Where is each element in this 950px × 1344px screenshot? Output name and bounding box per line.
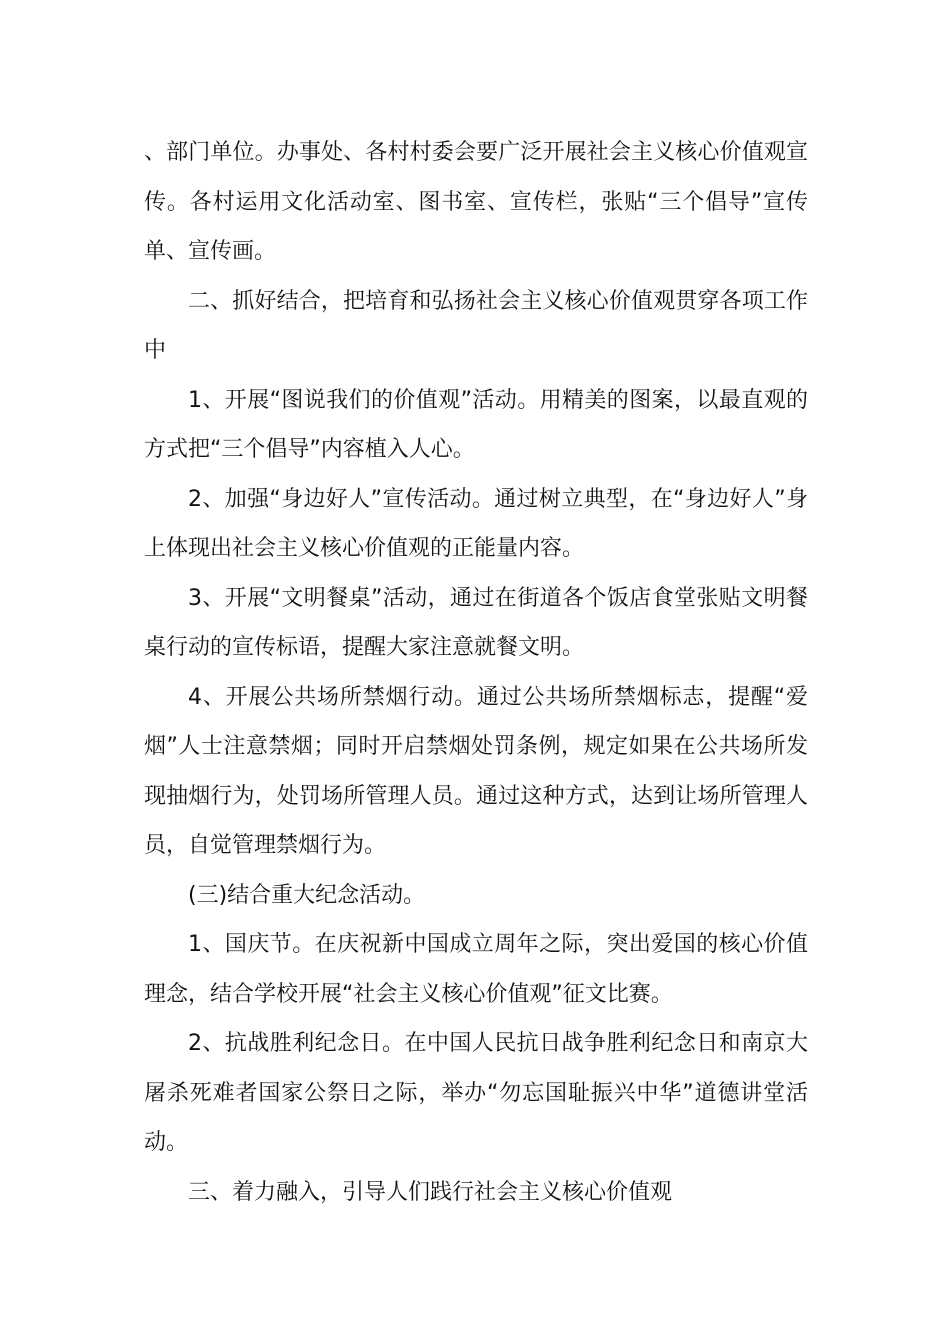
section-heading-three: 三、着力融入，引导人们践行社会主义核心价值观 xyxy=(188,1179,673,1205)
list-item-national-day: 1、国庆节。在庆祝新中国成立周年之际，突出爱国的核心价值理念，结合学校开展“社会主义核心价值观”征文比赛。 xyxy=(144,932,808,1007)
list-item-3: 3、开展“文明餐桌”活动，通过在街道各个饭店食堂张贴文明餐桌行动的宣传标语，提醒大家注意就餐文明。 xyxy=(144,585,808,660)
section-heading-two: 二、抓好结合，把培育和弘扬社会主义核心价值观贯穿各项工作中 xyxy=(144,288,808,363)
subsection-heading-three: (三)结合重大纪念活动。 xyxy=(188,882,426,908)
list-item-4: 4、开展公共场所禁烟行动。通过公共场所禁烟标志，提醒“爱烟”人士注意禁烟；同时开启禁烟处罚条例，规定如果在公共场所发现抽烟行为，处罚场所管理人员。通过这种方式，达到让场所管理人员，自觉管理禁烟行为。 xyxy=(144,684,808,858)
list-item-1: 1、开展“图说我们的价值观”活动。用精美的图案，以最直观的方式把“三个倡导”内容植入人心。 xyxy=(144,387,808,462)
list-item-2: 2、加强“身边好人”宣传活动。通过树立典型，在“身边好人”身上体现出社会主义核心价值观的正能量内容。 xyxy=(144,486,808,561)
list-item-victory-day: 2、抗战胜利纪念日。在中国人民抗日战争胜利纪念日和南京大屠杀死难者国家公祭日之际，举办“勿忘国耻振兴中华”道德讲堂活动。 xyxy=(144,1031,808,1155)
document-body xyxy=(144,128,808,1217)
paragraph-continuation: 、部门单位。办事处、各村村委会要广泛开展社会主义核心价值观宣传。各村运用文化活动室、图书室、宣传栏，张贴“三个倡导”宣传单、宣传画。 xyxy=(144,140,808,264)
